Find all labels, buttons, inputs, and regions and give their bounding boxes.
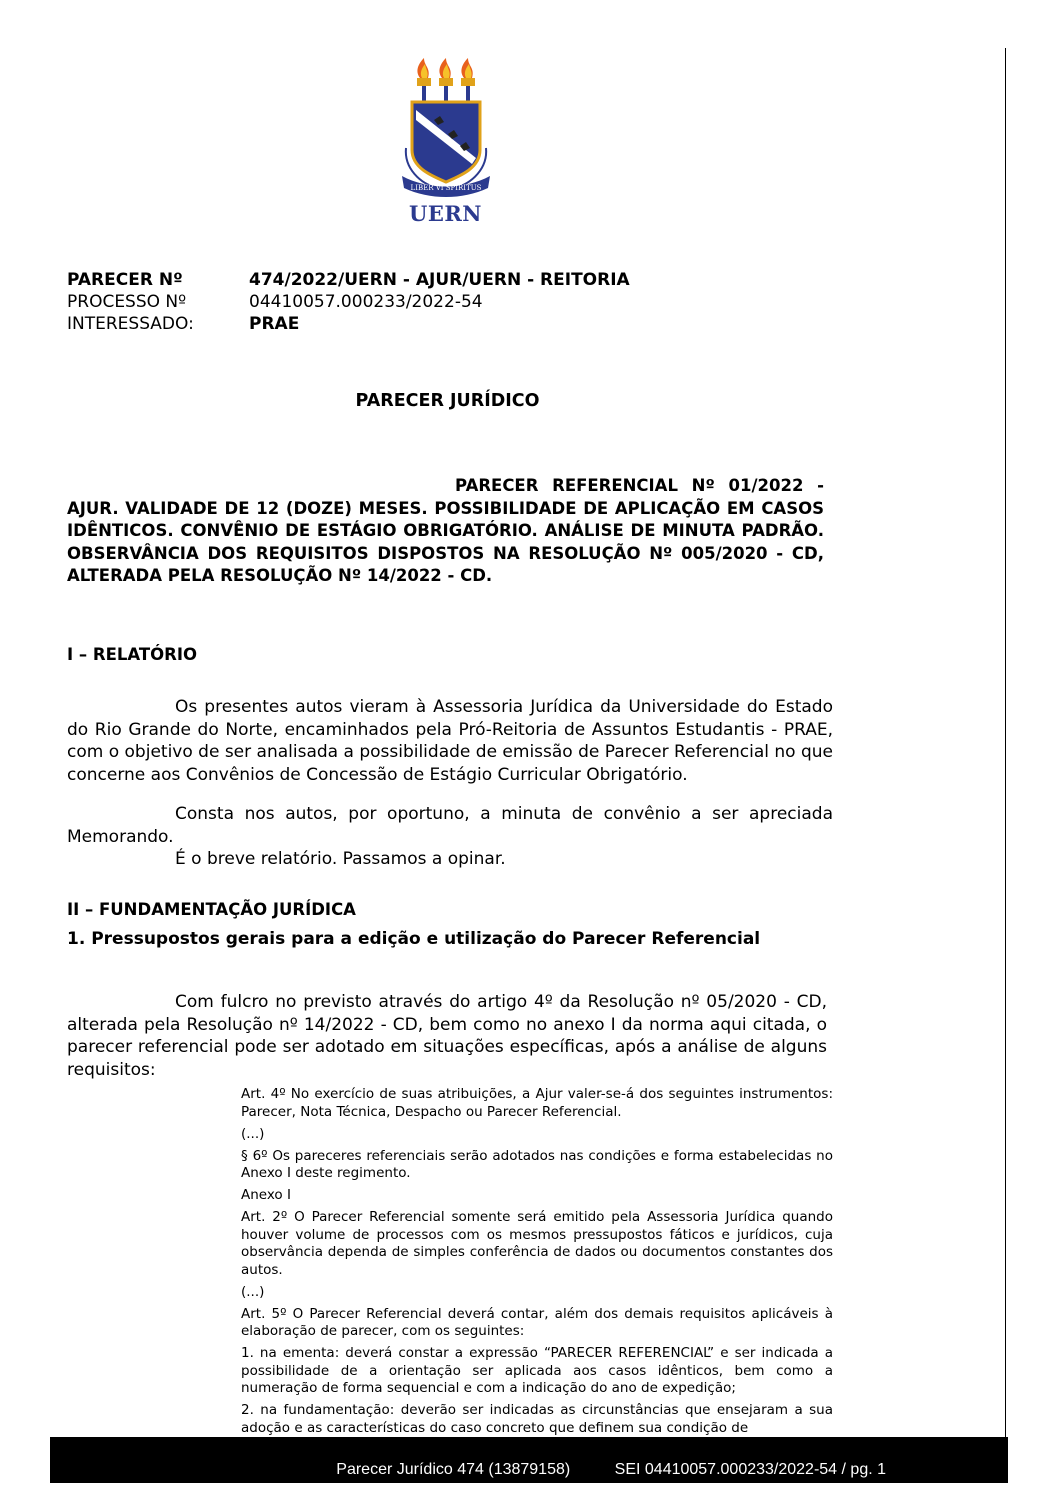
interessado-value: PRAE [249, 314, 300, 334]
citation-item-1: 1. na ementa: deverá constar a expressão “PARECER REFERENCIAL” e ser indicada a possibilidade de a orientação ser aplicada aos casos idênticos, bem como a numeração de forma sequencial e com a indicação do ano de expedição; [241, 1345, 833, 1396]
citation-annex-title: Anexo I [241, 1187, 291, 1203]
footer-document-id: Parecer Jurídico 474 (13879158) SEI 04410057.000233/2022-54 / pg. 1 [336, 1461, 886, 1478]
relatorio-paragraph-3: É o breve relatório. Passamos a opinar. [175, 849, 506, 869]
parecer-number: 474/2022/UERN - AJUR/UERN - REITORIA [249, 270, 630, 290]
citation-art5: Art. 5º O Parecer Referencial deverá contar, além dos demais requisitos aplicáveis à elaboração de parecer, com os seguintes: [241, 1305, 833, 1339]
parecer-label: PARECER Nº [67, 270, 183, 290]
legal-citation-block [241, 1086, 833, 1442]
citation-item-2: 2. na fundamentação: deverão ser indicadas as circunstâncias que ensejaram a sua adoção e as características do caso concreto que definem sua condição de [241, 1402, 833, 1436]
ementa: PARECER REFERENCIAL Nº 01/2022 - AJUR. VALIDADE DE 12 (DOZE) MESES. POSSIBILIDADE DE APLICAÇÃO EM CASOS IDÊNTICOS. CONVÊNIO DE ESTÁGIO OBRIGATÓRIO. ANÁLISE DE MINUTA PADRÃO. OBSERVÂNCIA DOS REQUISITOS DISPOSTOS NA RESOLUÇÃO Nº 005/2020 - CD, ALTERADA PELA RESOLUÇÃO Nº 14/2022 - CD. [67, 476, 824, 585]
citation-paragraph-6: § 6º Os pareceres referenciais serão adotados nas condições e forma estabelecidas no Anexo I deste regimento. [241, 1147, 833, 1181]
interessado-label: INTERESSADO: [67, 314, 194, 334]
citation-ellipsis: (...) [241, 1283, 265, 1300]
citation-ellipsis: (...) [241, 1125, 265, 1142]
logo-wordmark: UERN [409, 201, 482, 226]
processo-number: 04410057.000233/2022-54 [249, 292, 483, 312]
section-relatorio-heading: I – RELATÓRIO [67, 645, 198, 664]
sei-footer-bar [50, 1437, 1008, 1483]
logo-motto: LIBER VI SPIRITUS [410, 184, 482, 192]
subsection-heading: 1. Pressupostos gerais para a edição e utilização do Parecer Referencial [67, 929, 761, 949]
relatorio-paragraph-2: Consta nos autos, por oportuno, a minuta de convênio a ser apreciada Memorando. [67, 804, 833, 847]
relatorio-paragraph-1: Os presentes autos vieram à Assessoria Jurídica da Universidade do Estado do Rio Grande do Norte, encaminhados pela Pró-Reitoria de Assuntos Estudantis - PRAE, com o objetivo de ser analisada a possibilidade de emissão de Parecer Referencial no que concerne aos Convênios de Concessão de Estágio Curricular Obrigatório. [67, 697, 833, 785]
citation-art4: Art. 4º No exercício de suas atribuições, a Ajur valer-se-á dos seguintes instrumentos: Parecer, Nota Técnica, Despacho ou Parecer Referencial. [241, 1086, 833, 1120]
page-edge-rule [1005, 48, 1006, 1438]
section-fundamentacao-heading: II – FUNDAMENTAÇÃO JURÍDICA [67, 900, 356, 919]
fundamentacao-paragraph-1: Com fulcro no previsto através do artigo 4º da Resolução nº 05/2020 - CD, alterada pela Resolução nº 14/2022 - CD, bem como no anexo I da norma aqui citada, o parecer referencial pode ser adotado em situações específicas, após a análise de alguns requisitos: [67, 992, 827, 1080]
processo-label: PROCESSO Nº [67, 292, 187, 312]
document-title: PARECER JURÍDICO [355, 391, 540, 411]
citation-art2: Art. 2º O Parecer Referencial somente será emitido pela Assessoria Jurídica quando houver volume de processos com os mesmos pressupostos fáticos e jurídicos, cuja observância dependa de simples conferência de dados ou documentos constantes dos autos. [241, 1209, 833, 1278]
